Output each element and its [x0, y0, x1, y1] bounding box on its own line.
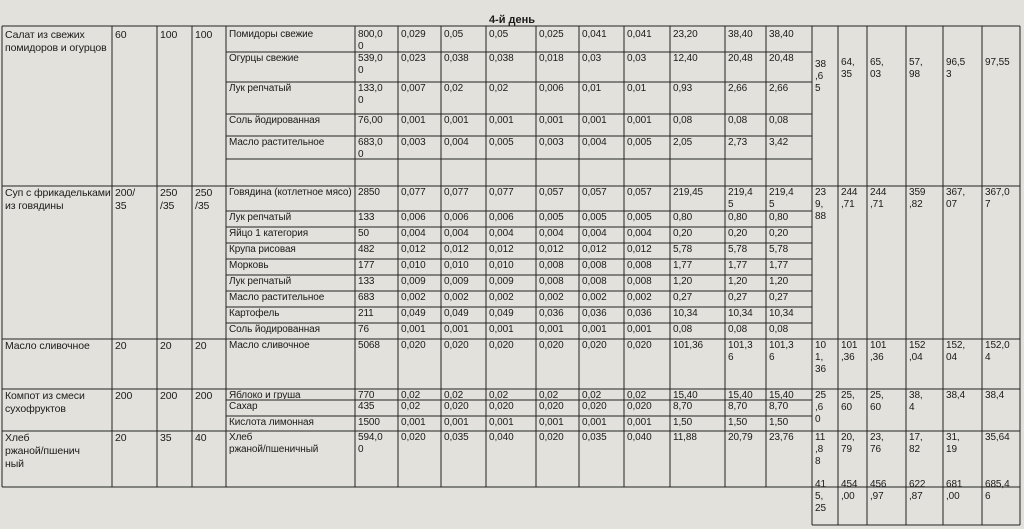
ingredient-value: 5,78 [728, 244, 748, 255]
ingredient-value: 2,66 [728, 83, 748, 94]
ingredient-name: Картофель [229, 308, 280, 319]
ingredient-name: Яйцо 1 категория [229, 228, 309, 239]
ingredient-value: 20,48 [769, 53, 794, 64]
ingredient-value: 0,004 [627, 228, 652, 239]
ingredient-value: 133 [358, 276, 375, 287]
ingredient-value: 0,001 [444, 324, 469, 335]
dish-total-value: 25, 60 [870, 390, 884, 413]
ingredient-value: 2850 [358, 187, 380, 198]
ingredient-value: 0,025 [539, 29, 564, 40]
dish-total-value: 367, 07 [946, 187, 966, 210]
ingredient-value: 0,006 [444, 212, 469, 223]
ingredient-value: 0,002 [627, 292, 652, 303]
ingredient-value: 0,001 [539, 115, 564, 126]
ingredient-value: 0,020 [489, 340, 514, 351]
ingredient-value: 0,001 [401, 115, 426, 126]
ingredient-value: 0,02 [444, 390, 464, 399]
ingredient-value: 0,004 [582, 137, 607, 148]
dish-total-value: 25 ,6 0 [815, 390, 826, 425]
ingredient-value: 1,20 [769, 276, 789, 287]
ingredient-value: 10,34 [769, 308, 794, 319]
dish-total-value: 10 1, 36 [815, 340, 826, 375]
ingredient-value: 0,001 [444, 115, 469, 126]
dish-name: Хлеб ржаной/пшенич ный [5, 432, 80, 470]
ingredient-value: 0,008 [539, 276, 564, 287]
ingredient-value: 76,00 [358, 115, 383, 126]
ingredient-value: 0,041 [627, 29, 652, 40]
ingredient-value: 0,020 [444, 401, 469, 412]
ingredient-name: Яблоко и груша [229, 390, 301, 399]
ingredient-value: 0,038 [444, 53, 469, 64]
ingredient-value: 2,66 [769, 83, 789, 94]
ingredient-value: 0,005 [627, 212, 652, 223]
ingredient-value: 683 [358, 292, 375, 303]
dish-total-value: 101 ,36 [841, 340, 858, 363]
ingredient-name: Лук репчатый [229, 83, 292, 94]
ingredient-name: Масло сливочное [229, 340, 310, 351]
portion-size: 200/ 35 [115, 187, 136, 212]
dish-total-value: 96,5 3 [946, 57, 966, 80]
ingredient-value: 0,009 [444, 276, 469, 287]
ingredient-value: 0,035 [582, 432, 607, 443]
dish-total-value: 31, 19 [946, 432, 960, 455]
ingredient-value: 1,77 [769, 260, 789, 271]
ingredient-value: 0,049 [401, 308, 426, 319]
ingredient-value: 594,0 0 [358, 432, 383, 455]
dish-total-value: 38,4 [946, 390, 966, 401]
dish-total-value: 57, 98 [909, 57, 923, 80]
ingredient-value: 38,40 [769, 29, 794, 40]
ingredient-value: 15,40 [769, 390, 794, 399]
portion-size: 200 [160, 390, 178, 402]
ingredient-value: 0,001 [627, 417, 652, 428]
ingredient-value: 0,035 [444, 432, 469, 443]
ingredient-value: 0,27 [769, 292, 789, 303]
ingredient-value: 0,008 [539, 260, 564, 271]
ingredient-name: Соль йодированная [229, 324, 320, 335]
ingredient-value: 2,73 [728, 137, 748, 148]
ingredient-value: 0,020 [627, 401, 652, 412]
ingredient-value: 38,40 [728, 29, 753, 40]
portion-size: 35 [160, 432, 172, 444]
ingredient-name: Сахар [229, 401, 258, 412]
ingredient-value: 800,0 0 [358, 29, 383, 51]
dish-total-value: 23, 76 [870, 432, 884, 455]
ingredient-value: 0,001 [627, 115, 652, 126]
ingredient-value: 5068 [358, 340, 380, 351]
ingredient-value: 1500 [358, 417, 380, 428]
ingredient-value: 101,3 6 [728, 340, 753, 363]
dish-total-value: 244 ,71 [870, 187, 887, 210]
dish-total-value: 101 ,36 [870, 340, 887, 363]
ingredient-value: 0,008 [627, 260, 652, 271]
ingredient-value: 0,08 [728, 115, 748, 126]
ingredient-value: 219,4 5 [728, 187, 753, 210]
ingredient-value: 8,70 [673, 401, 693, 412]
ingredient-value: 0,001 [627, 324, 652, 335]
ingredient-value: 0,001 [444, 417, 469, 428]
ingredient-value: 0,020 [539, 340, 564, 351]
ingredient-value: 683,0 0 [358, 137, 383, 158]
ingredient-value: 2,05 [673, 137, 693, 148]
ingredient-value: 0,001 [539, 417, 564, 428]
ingredient-value: 0,002 [582, 292, 607, 303]
ingredient-value: 0,012 [582, 244, 607, 255]
ingredient-value: 0,02 [489, 390, 509, 399]
ingredient-value: 0,93 [673, 83, 693, 94]
ingredient-value: 0,08 [728, 324, 748, 335]
ingredient-value: 0,007 [401, 83, 426, 94]
ingredient-value: 0,008 [582, 260, 607, 271]
ingredient-value: 0,03 [627, 53, 647, 64]
ingredient-value: 0,001 [489, 417, 514, 428]
ingredient-value: 539,0 0 [358, 53, 383, 76]
ingredient-value: 50 [358, 228, 369, 239]
ingredient-value: 0,009 [489, 276, 514, 287]
dish-total-value: 23 9, 88 [815, 187, 826, 222]
ingredient-value: 15,40 [728, 390, 753, 399]
ingredient-value: 0,012 [539, 244, 564, 255]
ingredient-value: 1,20 [673, 276, 693, 287]
ingredient-value: 0,08 [769, 324, 789, 335]
ingredient-value: 0,003 [401, 137, 426, 148]
ingredient-name: Огурцы свежие [229, 53, 299, 64]
ingredient-value: 0,004 [489, 228, 514, 239]
ingredient-value: 5,78 [673, 244, 693, 255]
ingredient-value: 0,004 [582, 228, 607, 239]
dish-total-value: 65, 03 [870, 57, 884, 80]
ingredient-value: 0,020 [539, 401, 564, 412]
dish-total-value: 17, 82 [909, 432, 923, 455]
ingredient-value: 0,80 [769, 212, 789, 223]
ingredient-value: 0,010 [444, 260, 469, 271]
dish-total-value: 38, 4 [909, 390, 923, 413]
ingredient-value: 0,001 [401, 417, 426, 428]
ingredient-value: 1,77 [728, 260, 748, 271]
portion-size: 20 [115, 432, 127, 444]
dish-total-value: 359 ,82 [909, 187, 926, 210]
ingredient-value: 1,50 [728, 417, 748, 428]
ingredient-name: Кислота лимонная [229, 417, 314, 428]
ingredient-name: Масло растительное [229, 292, 325, 303]
ingredient-value: 0,001 [539, 324, 564, 335]
dish-total-value: 152, 04 [946, 340, 966, 363]
ingredient-value: 0,049 [489, 308, 514, 319]
portion-size: 40 [195, 432, 207, 444]
ingredient-value: 20,79 [728, 432, 753, 443]
ingredient-value: 0,020 [627, 340, 652, 351]
ingredient-value: 0,001 [582, 115, 607, 126]
ingredient-value: 0,006 [401, 212, 426, 223]
ingredient-value: 0,036 [627, 308, 652, 319]
ingredient-value: 23,76 [769, 432, 794, 443]
ingredient-value: 0,05 [489, 29, 509, 40]
ingredient-value: 0,006 [539, 83, 564, 94]
day-title: 4-й день [488, 14, 536, 26]
dish-total-value: 11 ,8 8 [815, 432, 826, 467]
grand-total-value: 41 5, 25 [815, 479, 826, 514]
ingredient-value: 0,009 [401, 276, 426, 287]
ingredient-name: Лук репчатый [229, 212, 292, 223]
ingredient-value: 0,08 [673, 115, 693, 126]
dish-total-value: 152 ,04 [909, 340, 926, 363]
ingredient-value: 0,012 [401, 244, 426, 255]
ingredient-value: 0,20 [673, 228, 693, 239]
ingredient-value: 0,08 [673, 324, 693, 335]
ingredient-value: 12,40 [673, 53, 698, 64]
portion-size: 100 [160, 29, 178, 41]
ingredient-value: 11,88 [673, 432, 697, 443]
ingredient-value: 20,48 [728, 53, 753, 64]
ingredient-value: 0,27 [673, 292, 693, 303]
ingredient-value: 0,057 [539, 187, 564, 198]
ingredient-value: 0,020 [582, 340, 607, 351]
dish-total-value: 25, 60 [841, 390, 855, 413]
ingredient-value: 0,040 [489, 432, 514, 443]
ingredient-value: 0,020 [582, 401, 607, 412]
dish-total-value: 367,0 7 [985, 187, 1010, 210]
ingredient-value: 0,008 [582, 276, 607, 287]
ingredient-value: 0,004 [401, 228, 426, 239]
ingredient-value: 0,02 [401, 390, 421, 399]
ingredient-value: 1,20 [728, 276, 748, 287]
grand-total-value: 456 ,97 [870, 479, 887, 502]
ingredient-value: 0,036 [582, 308, 607, 319]
ingredient-value: 8,70 [769, 401, 789, 412]
portion-size: 250 /35 [160, 187, 178, 212]
ingredient-value: 0,008 [627, 276, 652, 287]
ingredient-value: 1,77 [673, 260, 693, 271]
dish-total-value: 152,0 4 [985, 340, 1010, 363]
ingredient-value: 219,4 5 [769, 187, 794, 210]
ingredient-value: 0,001 [401, 324, 426, 335]
ingredient-value: 0,001 [489, 115, 514, 126]
ingredient-value: 0,002 [539, 292, 564, 303]
portion-size: 200 [195, 390, 213, 402]
ingredient-name: Морковь [229, 260, 269, 271]
ingredient-value: 23,20 [673, 29, 698, 40]
grand-total-value: 454 ,00 [841, 479, 858, 502]
ingredient-value: 0,049 [444, 308, 469, 319]
ingredient-value: 219,45 [673, 187, 703, 198]
ingredient-value: 0,038 [489, 53, 514, 64]
dish-total-value: 35,64 [985, 432, 1010, 443]
dish-total-value: 38,4 [985, 390, 1005, 401]
ingredient-value: 0,27 [728, 292, 748, 303]
ingredient-value: 15,40 [673, 390, 698, 399]
ingredient-name: Крупа рисовая [229, 244, 296, 255]
ingredient-name: Хлеб ржаной/пшеничный [229, 432, 319, 455]
ingredient-value: 0,077 [401, 187, 426, 198]
ingredient-value: 0,02 [444, 83, 464, 94]
ingredient-value: 0,041 [582, 29, 607, 40]
ingredient-value: 0,001 [489, 324, 514, 335]
ingredient-value: 0,005 [582, 212, 607, 223]
dish-total-value: 97,55 [985, 57, 1010, 68]
ingredient-value: 10,34 [673, 308, 698, 319]
ingredient-name: Соль йодированная [229, 115, 320, 126]
ingredient-value: 8,70 [728, 401, 748, 412]
ingredient-value: 133 [358, 212, 375, 223]
ingredient-value: 1,50 [673, 417, 693, 428]
ingredient-value: 0,057 [582, 187, 607, 198]
ingredient-value: 0,020 [444, 340, 469, 351]
portion-size: 250 /35 [195, 187, 213, 212]
portion-size: 100 [195, 29, 213, 41]
ingredient-value: 0,003 [539, 137, 564, 148]
ingredient-value: 0,20 [728, 228, 748, 239]
ingredient-value: 0,005 [539, 212, 564, 223]
ingredient-value: 211 [358, 308, 374, 319]
ingredient-value: 0,004 [444, 137, 469, 148]
ingredient-value: 0,023 [401, 53, 426, 64]
ingredient-value: 0,057 [627, 187, 652, 198]
ingredient-value: 177 [358, 260, 375, 271]
dish-total-value: 38 ,6 5 [815, 59, 826, 94]
ingredient-value: 0,020 [539, 432, 564, 443]
ingredient-value: 0,002 [444, 292, 469, 303]
dish-name: Компот из смеси сухофруктов [5, 390, 85, 415]
ingredient-value: 0,20 [769, 228, 789, 239]
ingredient-value: 0,01 [582, 83, 602, 94]
ingredient-value: 0,02 [539, 390, 559, 399]
portion-size: 200 [115, 390, 133, 402]
dish-name: Масло сливочное [5, 340, 90, 352]
ingredient-value: 0,010 [489, 260, 514, 271]
portion-size: 20 [195, 340, 207, 352]
ingredient-value: 0,005 [627, 137, 652, 148]
grand-total-value: 681 ,00 [946, 479, 963, 502]
ingredient-value: 0,001 [582, 324, 607, 335]
ingredient-value: 0,020 [401, 432, 426, 443]
dish-total-value: 64, 35 [841, 57, 855, 80]
ingredient-value: 0,02 [401, 401, 421, 412]
ingredient-value: 0,02 [489, 83, 509, 94]
dish-name: Суп с фрикадельками из говядины [5, 187, 111, 212]
ingredient-value: 0,012 [627, 244, 652, 255]
ingredient-value: 101,3 6 [769, 340, 794, 363]
ingredient-value: 0,020 [489, 401, 514, 412]
ingredient-value: 0,020 [401, 340, 426, 351]
ingredient-name: Помидоры свежие [229, 29, 314, 40]
ingredient-value: 1,50 [769, 417, 789, 428]
ingredient-value: 0,03 [582, 53, 602, 64]
ingredient-value: 133,0 0 [358, 83, 383, 106]
ingredient-value: 0,012 [444, 244, 469, 255]
ingredient-value: 0,004 [444, 228, 469, 239]
ingredient-value: 5,78 [769, 244, 789, 255]
ingredient-value: 0,077 [444, 187, 469, 198]
ingredient-value: 482 [358, 244, 375, 255]
ingredient-value: 0,08 [769, 115, 789, 126]
ingredient-value: 435 [358, 401, 375, 412]
ingredient-value: 0,02 [627, 390, 647, 399]
grand-total-value: 685,4 6 [985, 479, 1010, 502]
ingredient-value: 0,80 [673, 212, 693, 223]
ingredient-value: 0,002 [401, 292, 426, 303]
ingredient-value: 0,80 [728, 212, 748, 223]
ingredient-value: 101,36 [673, 340, 703, 351]
portion-size: 20 [160, 340, 172, 352]
ingredient-name: Говядина (котлетное мясо) [229, 187, 352, 198]
ingredient-value: 0,004 [539, 228, 564, 239]
ingredient-value: 0,006 [489, 212, 514, 223]
ingredient-value: 0,077 [489, 187, 514, 198]
ingredient-value: 0,036 [539, 308, 564, 319]
ingredient-name: Масло растительное [229, 137, 325, 148]
ingredient-value: 0,01 [627, 83, 647, 94]
ingredient-value: 0,018 [539, 53, 564, 64]
portion-size: 60 [115, 29, 127, 41]
dish-total-value: 20, 79 [841, 432, 855, 455]
ingredient-value: 0,005 [489, 137, 514, 148]
dish-name: Салат из свежих помидоров и огурцов [5, 29, 107, 54]
ingredient-value: 76 [358, 324, 369, 335]
ingredient-value: 10,34 [728, 308, 753, 319]
ingredient-value: 0,010 [401, 260, 426, 271]
grand-total-value: 622 ,87 [909, 479, 926, 502]
ingredient-value: 0,05 [444, 29, 464, 40]
ingredient-value: 0,02 [582, 390, 602, 399]
ingredient-value: 0,001 [582, 417, 607, 428]
ingredient-value: 770 [358, 390, 375, 399]
ingredient-value: 0,029 [401, 29, 426, 40]
ingredient-value: 3,42 [769, 137, 789, 148]
portion-size: 20 [115, 340, 127, 352]
ingredient-name: Лук репчатый [229, 276, 292, 287]
ingredient-value: 0,040 [627, 432, 652, 443]
ingredient-value: 0,012 [489, 244, 514, 255]
ingredient-value: 0,002 [489, 292, 514, 303]
dish-total-value: 244 ,71 [841, 187, 858, 210]
